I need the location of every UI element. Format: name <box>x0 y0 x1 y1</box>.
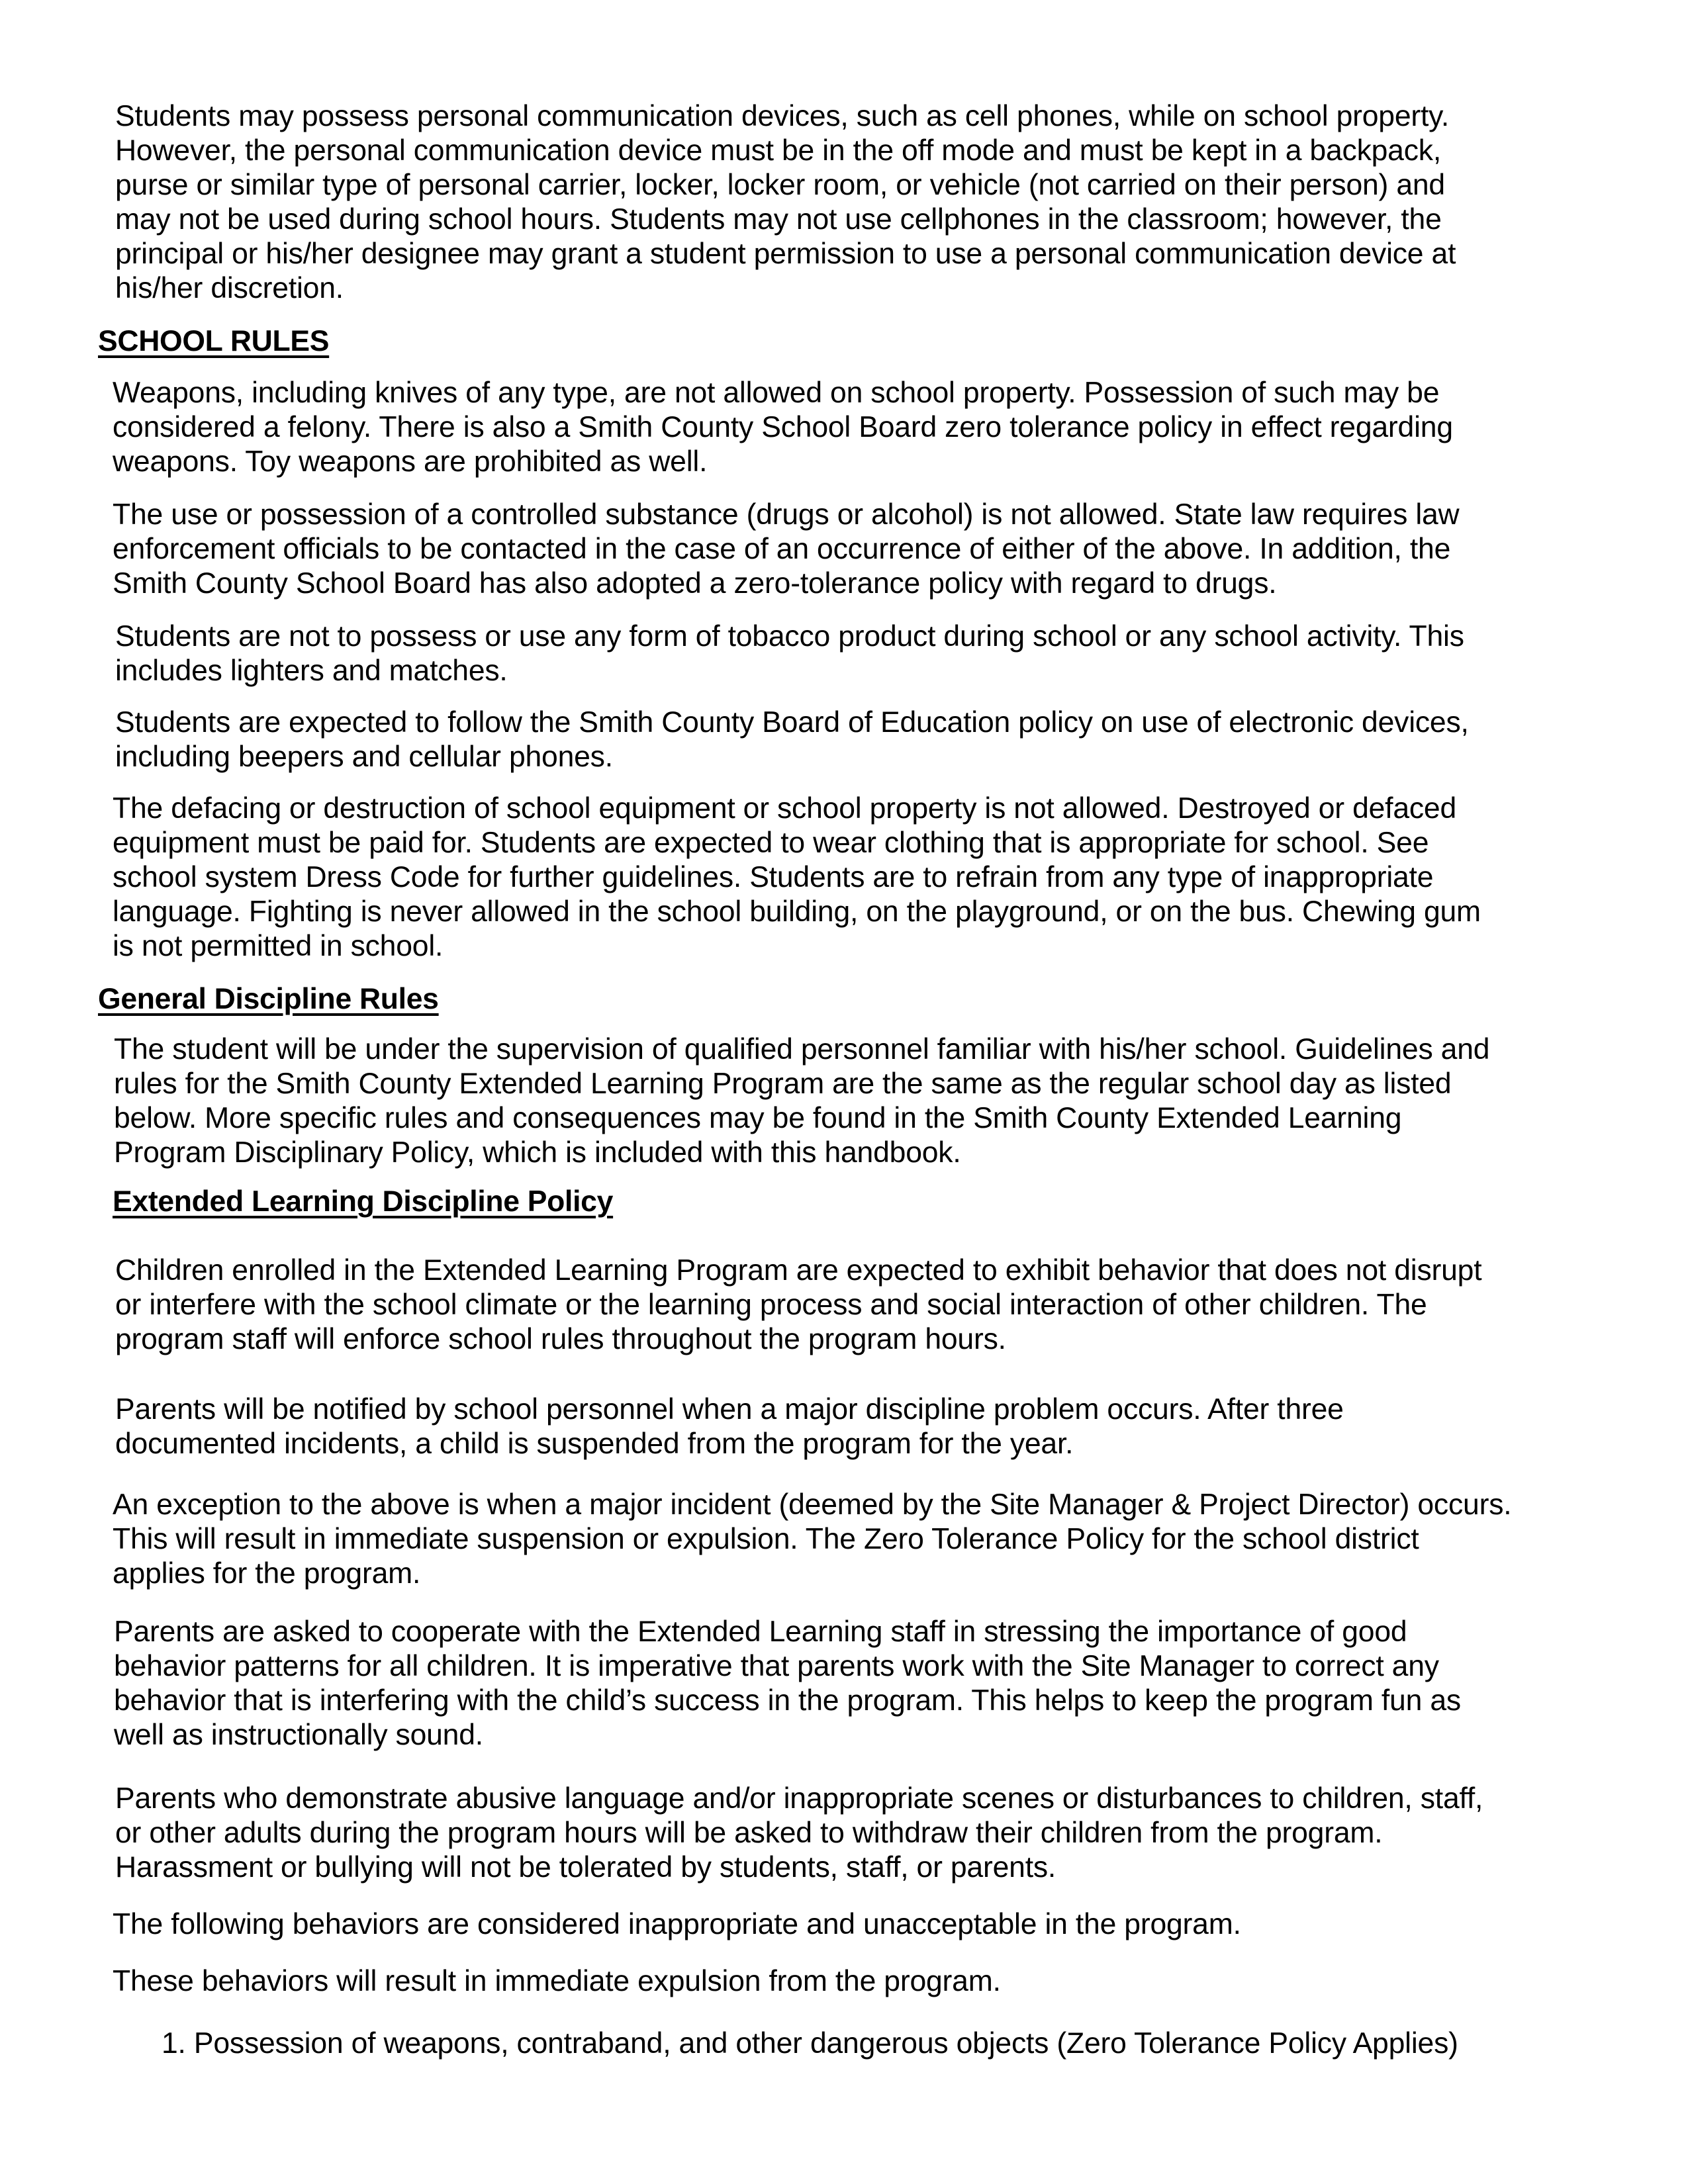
text-line: rules for the Smith County Extended Learning Program are the same as the regular school day as listed <box>114 1068 1452 1100</box>
text-line: An exception to the above is when a major incident (deemed by the Site Manager & Project Director) occurs. <box>113 1488 1512 1521</box>
section-heading-general-discipline: General Discipline Rules <box>98 983 439 1015</box>
text-line: is not permitted in school. <box>113 930 444 962</box>
text-line: principal or his/her designee may grant a student permission to use a personal communication device at <box>115 238 1456 270</box>
text-line: Smith County School Board has also adopted a zero-tolerance policy with regard to drugs. <box>113 567 1277 600</box>
text-line: below. More specific rules and consequences may be found in the Smith County Extended Learning <box>114 1102 1402 1134</box>
text-line: Parents are asked to cooperate with the Extended Learning staff in stressing the importance of good <box>114 1615 1407 1648</box>
text-line: his/her discretion. <box>115 272 344 304</box>
text-line: The student will be under the supervision of qualified personnel familiar with his/her school. Guidelines and <box>114 1033 1490 1066</box>
text-line: includes lighters and matches. <box>115 655 508 687</box>
text-line: Parents will be notified by school personnel when a major discipline problem occurs. After three <box>115 1393 1344 1426</box>
text-line: well as instructionally sound. <box>114 1719 483 1751</box>
section-heading-extended-learning: Extended Learning Discipline Policy <box>113 1185 614 1218</box>
text-line: The defacing or destruction of school equipment or school property is not allowed. Destroyed or defaced <box>113 792 1457 825</box>
text-line: behavior that is interfering with the child’s success in the program. This helps to keep the program fun as <box>114 1684 1461 1717</box>
text-line: language. Fighting is never allowed in the school building, on the playground, or on the bus. Chewing gum <box>113 895 1481 928</box>
text-line: weapons. Toy weapons are prohibited as well. <box>113 445 708 478</box>
text-line: documented incidents, a child is suspended from the program for the year. <box>115 1428 1074 1460</box>
text-line: program staff will enforce school rules throughout the program hours. <box>115 1323 1006 1355</box>
text-line: Students may possess personal communication devices, such as cell phones, while on school property. <box>115 100 1450 132</box>
text-line: school system Dress Code for further guidelines. Students are to refrain from any type of inappropriate <box>113 861 1434 893</box>
section-heading-school-rules: SCHOOL RULES <box>98 325 330 357</box>
text-line: Parents who demonstrate abusive language and/or inappropriate scenes or disturbances to children, staff, <box>115 1782 1483 1815</box>
list-item: 1. Possession of weapons, contraband, and other dangerous objects (Zero Tolerance Policy Applies) <box>162 2027 1458 2060</box>
text-line: Program Disciplinary Policy, which is included with this handbook. <box>114 1136 961 1169</box>
text-line: or interfere with the school climate or the learning process and social interaction of other children. The <box>115 1289 1427 1321</box>
text-line: However, the personal communication device must be in the off mode and must be kept in a backpack, <box>115 134 1441 167</box>
text-line: Weapons, including knives of any type, are not allowed on school property. Possession of such may be <box>113 377 1440 409</box>
text-line: may not be used during school hours. Students may not use cellphones in the classroom; however, the <box>115 203 1442 236</box>
text-line: applies for the program. <box>113 1557 421 1590</box>
text-line: considered a felony. There is also a Smith County School Board zero tolerance policy in effect regarding <box>113 411 1453 443</box>
text-line: This will result in immediate suspension or expulsion. The Zero Tolerance Policy for the school district <box>113 1523 1419 1555</box>
text-line: purse or similar type of personal carrier, locker, locker room, or vehicle (not carried on their person) and <box>115 169 1445 201</box>
text-line: enforcement officials to be contacted in the case of an occurrence of either of the above. In addition, the <box>113 533 1451 565</box>
text-line: Students are not to possess or use any form of tobacco product during school or any school activity. This <box>115 620 1464 653</box>
text-line: including beepers and cellular phones. <box>115 741 613 773</box>
text-line: These behaviors will result in immediate expulsion from the program. <box>113 1965 1001 1997</box>
text-line: The following behaviors are considered inappropriate and unacceptable in the program. <box>113 1908 1241 1940</box>
text-line: The use or possession of a controlled substance (drugs or alcohol) is not allowed. State law requires law <box>113 498 1460 531</box>
text-line: behavior patterns for all children. It is imperative that parents work with the Site Manager to correct any <box>114 1650 1439 1682</box>
text-line: Harassment or bullying will not be tolerated by students, staff, or parents. <box>115 1851 1056 1884</box>
text-line: or other adults during the program hours will be asked to withdraw their children from the program. <box>115 1817 1383 1849</box>
text-line: equipment must be paid for. Students are expected to wear clothing that is appropriate for school. See <box>113 827 1429 859</box>
text-line: Students are expected to follow the Smith County Board of Education policy on use of electronic devices, <box>115 706 1469 739</box>
text-line: Children enrolled in the Extended Learning Program are expected to exhibit behavior that does not disrupt <box>115 1254 1482 1287</box>
